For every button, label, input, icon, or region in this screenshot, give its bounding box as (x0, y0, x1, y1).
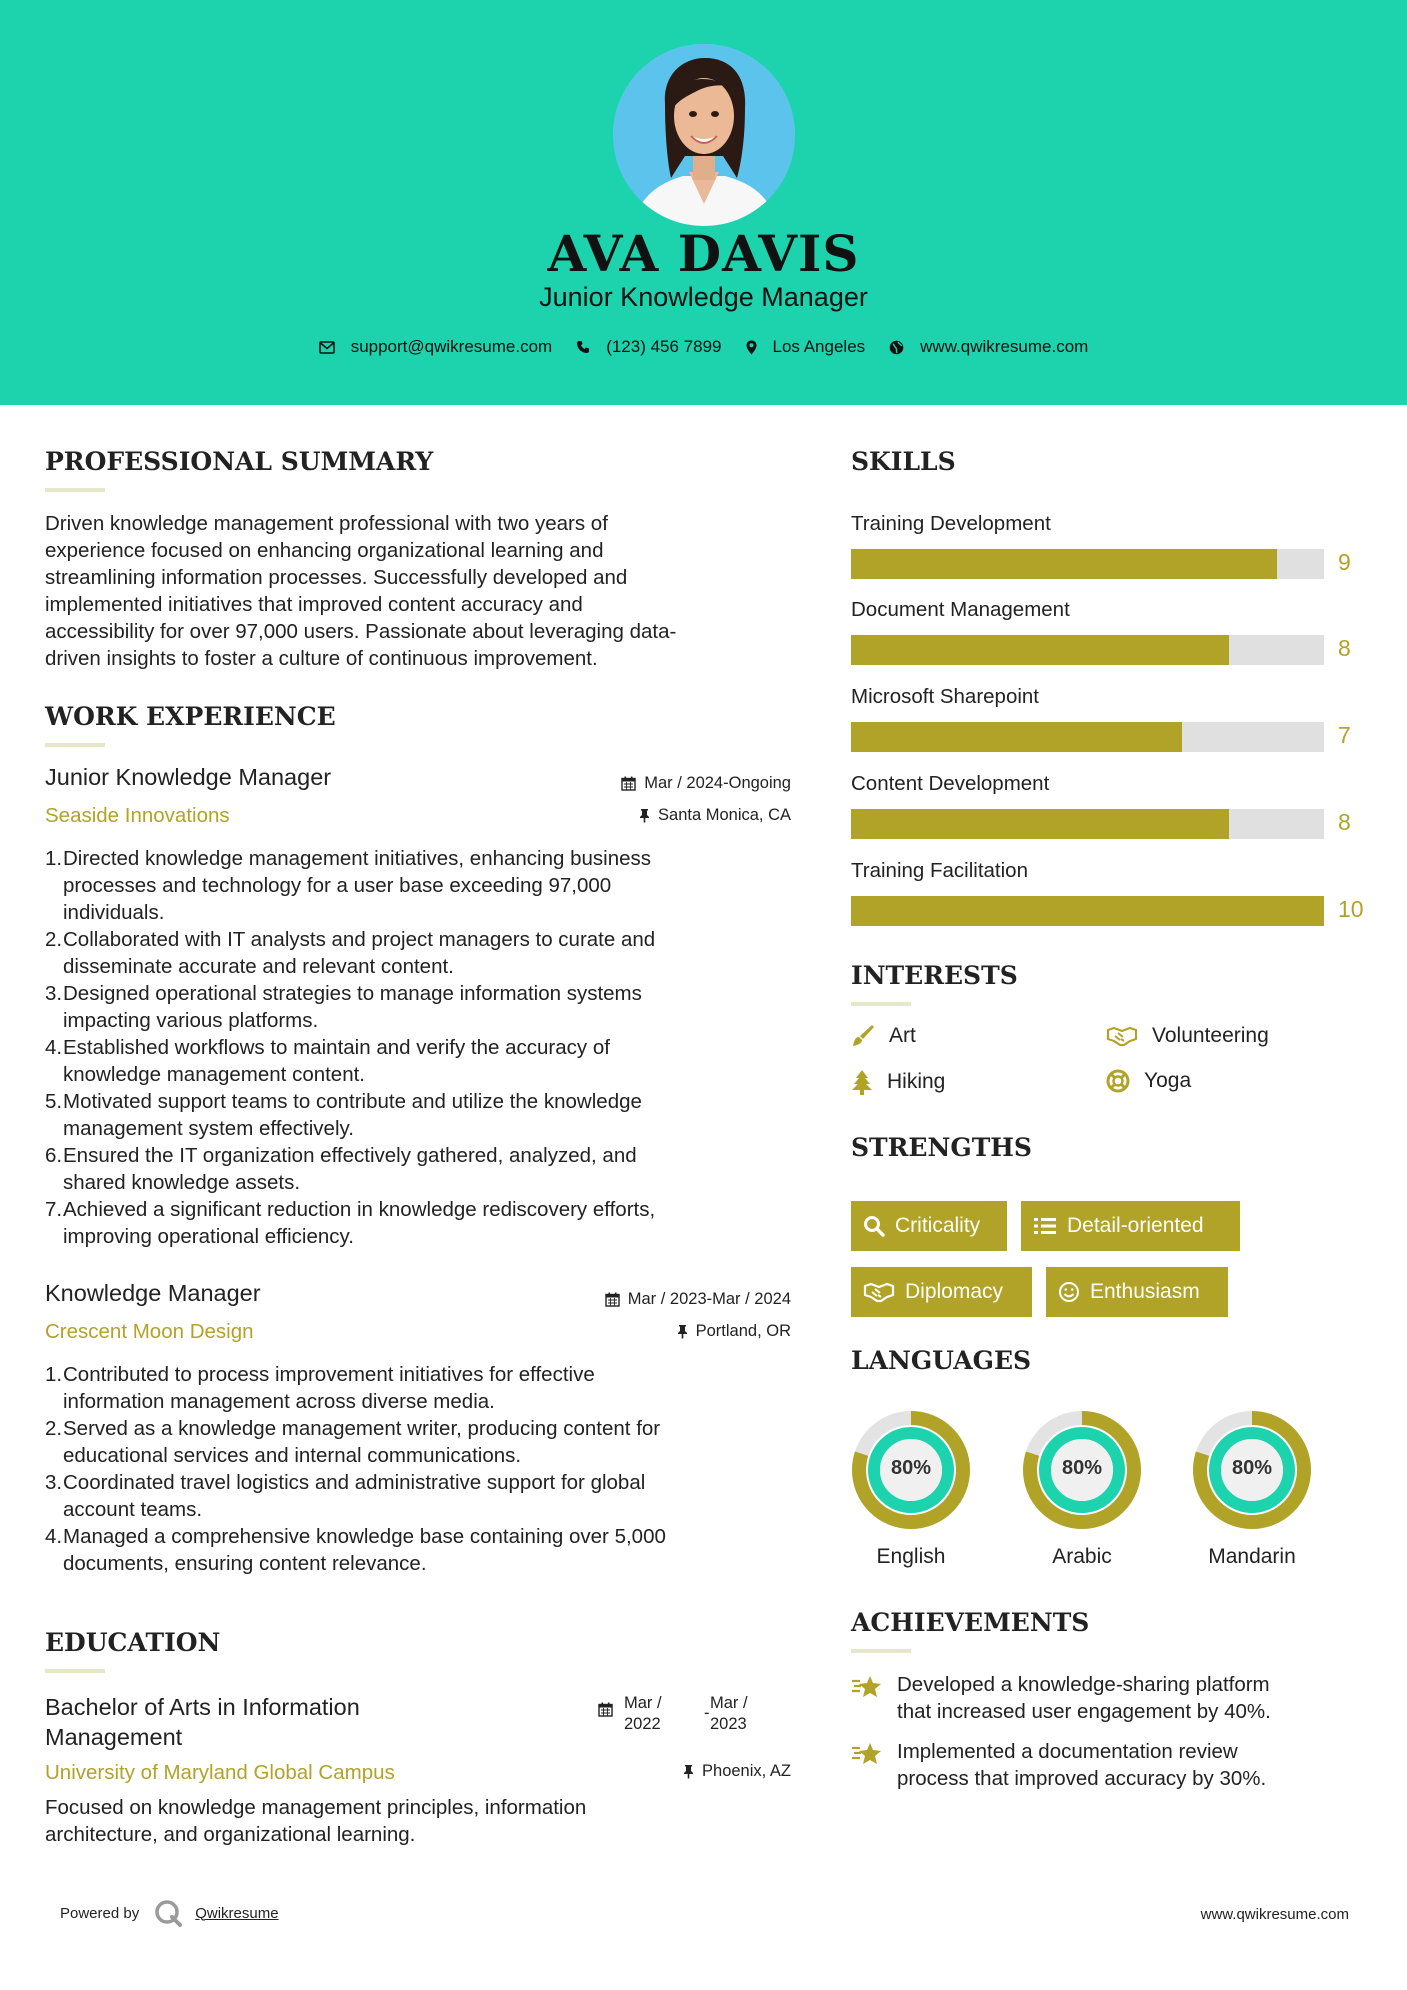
calendar-icon (598, 1702, 613, 1717)
job-title: Knowledge Manager (45, 1280, 261, 1306)
resume-header (0, 0, 1407, 405)
summary-rule (45, 488, 105, 492)
skill-value: 8 (1338, 809, 1351, 835)
skill-bar-track (851, 896, 1324, 926)
experience-rule (45, 743, 105, 747)
job-dates-text: Mar / 2023-Mar / 2024 (627, 1290, 791, 1308)
strength-tag (1046, 1267, 1228, 1317)
powered-by-label: Powered by (60, 1904, 140, 1922)
summary-text (45, 510, 775, 672)
contact-email-text: support@qwikresume.com (350, 337, 553, 356)
job-location (500, 1322, 791, 1341)
list-item: 6. Ensured the IT organization effectively gathered, analyzed, and shared knowledge assets. (45, 1144, 637, 1194)
interest-hiking (851, 1069, 945, 1095)
language-name: English (876, 1545, 946, 1568)
language-percent: 80% (1061, 1457, 1103, 1479)
skill-bar-track (851, 809, 1324, 839)
skill-name: Document Management (851, 598, 1070, 621)
skill-bar-track (851, 722, 1324, 752)
calendar-icon-wrap (598, 1702, 613, 1722)
summary-line: driven insights to foster a culture of continuous improvement. (45, 647, 598, 670)
interest-art (851, 1024, 916, 1048)
degree-title: Bachelor of Arts in Information Management (45, 1694, 360, 1750)
tree-icon (851, 1069, 873, 1095)
summary-line: implemented initiatives that improved content accuracy and (45, 593, 583, 616)
achievements-rule (851, 1649, 911, 1653)
star-trophy-icon (851, 1740, 883, 1768)
list-item: 2. Collaborated with IT analysts and project managers to curate and disseminate accurate and relevant content. (45, 928, 656, 978)
strength-tag (851, 1267, 1032, 1317)
handshake-icon (863, 1281, 895, 1303)
star-trophy-icon (851, 1673, 883, 1701)
lifebuoy-icon (1106, 1069, 1130, 1093)
list-item: 4. Managed a comprehensive knowledge base containing over 5,000 documents, ensuring content relevance. (45, 1525, 666, 1575)
job-bullets (45, 1361, 785, 1577)
skill-value: 10 (1338, 896, 1364, 922)
list-item: 3. Designed operational strategies to manage information systems impacting various platforms. (45, 982, 642, 1032)
list-item: 1. Contributed to process improvement initiatives for effective information management across diverse media. (45, 1363, 595, 1413)
summary-line: Driven knowledge management professional with two years of (45, 512, 608, 535)
summary-heading: PROFESSIONAL SUMMARY (45, 447, 434, 476)
skill-value: 8 (1338, 635, 1351, 661)
skill-bar-fill (851, 896, 1324, 926)
skills-heading: SKILLS (851, 447, 956, 476)
job-dates (500, 1290, 791, 1309)
contact-location-text: Los Angeles (772, 337, 866, 356)
list-item: 2. Served as a knowledge management writer, producing content for educational services and internal communications. (45, 1417, 661, 1467)
skill-value: 7 (1338, 722, 1351, 748)
skill-bar-track (851, 635, 1324, 665)
contact-location (746, 337, 866, 357)
languages-heading: LANGUAGES (851, 1346, 1032, 1375)
skill-name: Training Development (851, 512, 1051, 535)
skill-name: Training Facilitation (851, 859, 1028, 882)
contact-bar (0, 337, 1407, 357)
achievement-item (851, 1738, 1331, 1792)
school-name: University of Maryland Global Campus (45, 1761, 395, 1784)
interest-volunteering (1106, 1024, 1269, 1048)
achievement-text: Implemented a documentation review process that improved accuracy by 30%. (897, 1740, 1267, 1790)
strength-tag (851, 1201, 1007, 1251)
language-percent: 80% (1231, 1457, 1273, 1479)
search-icon (863, 1215, 885, 1237)
handshake-icon (1106, 1025, 1138, 1047)
education-heading: EDUCATION (45, 1628, 221, 1657)
interests-heading: INTERESTS (851, 961, 1018, 990)
interest-label: Volunteering (1152, 1024, 1269, 1047)
job-location (500, 806, 791, 825)
pushpin-icon (639, 808, 650, 823)
edu-date-sep: - (704, 1704, 710, 1722)
list-icon (1033, 1216, 1057, 1236)
job-location-text: Santa Monica, CA (658, 806, 791, 824)
summary-line: experience focused on enhancing organizational learning and (45, 539, 604, 562)
list-item: 7. Achieved a significant reduction in knowledge rediscovery efforts, improving operational efficiency. (45, 1198, 656, 1248)
globe-icon (889, 340, 904, 355)
pushpin-icon (683, 1764, 694, 1779)
skill-name: Content Development (851, 772, 1050, 795)
skill-value: 9 (1338, 549, 1351, 575)
language-name: Arabic (1052, 1545, 1112, 1568)
paintbrush-icon (851, 1024, 875, 1048)
edu-date-end: Mar / 2023 (710, 1694, 748, 1733)
strength-label: Enthusiasm (1090, 1280, 1200, 1303)
footer-website[interactable]: www.qwikresume.com (1200, 1906, 1349, 1923)
skill-bar-fill (851, 809, 1229, 839)
experience-heading: WORK EXPERIENCE (45, 702, 336, 731)
strengths-heading: STRENGTHS (851, 1133, 1032, 1162)
language-name: Mandarin (1208, 1545, 1296, 1568)
list-item: 3. Coordinated travel logistics and administrative support for global account teams. (45, 1471, 646, 1521)
job-location-text: Portland, OR (695, 1322, 791, 1340)
qwikresume-link[interactable]: Qwikresume (195, 1904, 279, 1922)
job-dates-text: Mar / 2024-Ongoing (644, 774, 791, 792)
map-pin-icon (746, 340, 757, 355)
contact-website-text: www.qwikresume.com (920, 337, 1089, 356)
summary-line: accessibility for over 97,000 users. Passionate about leveraging data- (45, 620, 677, 643)
edu-location (500, 1762, 791, 1781)
summary-line: streamlining information processes. Successfully developed and (45, 566, 628, 589)
person-portrait-icon (613, 44, 795, 226)
contact-phone-text: (123) 456 7899 (606, 337, 722, 356)
edu-date-start: Mar / 2022 (624, 1694, 662, 1733)
strength-label: Detail-oriented (1067, 1214, 1204, 1237)
interests-rule (851, 1002, 911, 1006)
profile-photo (613, 44, 795, 226)
interest-label: Yoga (1144, 1069, 1192, 1092)
skill-bar-fill (851, 635, 1229, 665)
job-bullets (45, 845, 785, 1250)
contact-phone[interactable] (576, 337, 721, 357)
strength-tag (1021, 1201, 1240, 1251)
calendar-icon (621, 776, 636, 791)
achievement-item (851, 1671, 1331, 1725)
language-percent: 80% (890, 1457, 932, 1479)
candidate-title: Junior Knowledge Manager (539, 282, 868, 312)
phone-icon (576, 340, 590, 354)
pushpin-icon (677, 1324, 688, 1339)
interest-label: Art (889, 1024, 916, 1047)
company-name: Crescent Moon Design (45, 1320, 254, 1343)
envelope-icon (319, 341, 335, 354)
list-item: 5. Motivated support teams to contribute and utilize the knowledge management system effectively. (45, 1090, 642, 1140)
skill-bar-track (851, 549, 1324, 579)
candidate-name: AVA DAVIS (547, 224, 860, 283)
interest-yoga (1106, 1069, 1191, 1093)
job-title: Junior Knowledge Manager (45, 764, 332, 790)
skill-bar-fill (851, 549, 1277, 579)
achievements-heading: ACHIEVEMENTS (851, 1608, 1090, 1637)
strength-label: Criticality (895, 1214, 981, 1237)
skill-name: Microsoft Sharepoint (851, 685, 1040, 708)
qwikresume-logo-icon (153, 1898, 183, 1928)
company-name: Seaside Innovations (45, 804, 230, 827)
job-dates (500, 774, 791, 793)
achievement-text: Developed a knowledge-sharing platform that increased user engagement by 40%. (897, 1673, 1271, 1723)
list-item: 4. Established workflows to maintain and verify the accuracy of knowledge management content. (45, 1036, 610, 1086)
edu-location-text: Phoenix, AZ (702, 1762, 791, 1780)
calendar-icon (605, 1292, 620, 1307)
interest-label: Hiking (887, 1070, 946, 1093)
footer-powered-by (60, 1898, 279, 1928)
strength-label: Diplomacy (905, 1280, 1004, 1303)
contact-email[interactable] (319, 337, 553, 357)
skill-bar-fill (851, 722, 1182, 752)
list-item: 1. Directed knowledge management initiatives, enhancing business processes and technology for a user base exceeding 97,000 individuals. (45, 847, 652, 924)
contact-website[interactable] (889, 337, 1088, 357)
edu-description: Focused on knowledge management principles, information architecture, and organizational learning. (45, 1796, 587, 1846)
education-rule (45, 1669, 105, 1673)
smile-icon (1058, 1281, 1080, 1303)
